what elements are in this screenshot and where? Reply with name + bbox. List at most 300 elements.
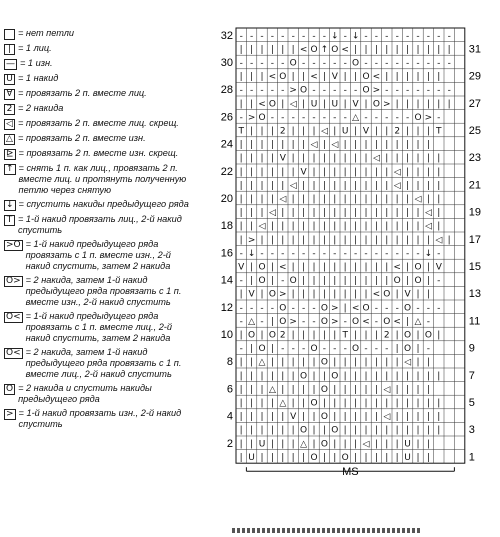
chart-cell-symbol: | [437,221,441,232]
chart-cell-symbol: | [291,208,295,219]
legend-text: = снять 1 п. как лиц., провязать 2 п. вместе лиц. и протянуть полученную петлю через снятую [18,163,187,195]
chart-cell-symbol: U [248,452,255,463]
chart-cell-symbol: - [301,248,306,259]
chart-cell-symbol: ↓ [247,248,256,259]
chart-cell-symbol: | [374,194,378,205]
chart-cell-symbol: V [279,153,286,164]
chart-cell-symbol: | [426,262,430,273]
chart-cell-symbol: | [250,221,254,232]
chart-cell-symbol: | [354,371,358,382]
chart-cell-symbol: - [395,248,399,259]
chart-cell-symbol: O [310,44,318,55]
row-label-right: 13 [468,288,482,301]
chart-cell-symbol: 2 [279,330,286,341]
chart-cell-symbol: < [299,44,308,55]
chart-cell-symbol: | [354,140,358,151]
chart-cell-symbol: | [322,208,326,219]
chart-cell-symbol: | [260,412,264,423]
chart-cell-symbol: | [260,194,264,205]
chart-cell-symbol: | [312,235,316,246]
chart-cell-symbol: | [374,180,378,191]
chart-cell-symbol: | [374,452,378,463]
chart-cell-symbol: O [414,112,422,123]
chart-cell-symbol: | [406,99,410,110]
chart-cell-symbol: | [364,276,368,287]
chart-cell-symbol: | [260,425,264,436]
chart-cell-symbol: | [354,208,358,219]
chart-cell-symbol: < [310,72,318,83]
chart-cell-symbol: ◁ [424,221,432,232]
chart-cell-symbol: ◁ [331,140,339,151]
chart-cell-symbol: - [437,112,441,123]
legend-item [4,311,194,344]
chart-cell-symbol: - [270,58,275,69]
chart-cell-symbol: - [343,316,347,327]
chart-cell-symbol: | [270,44,274,55]
legend-text: = спустить накиды предыдущего ряда [18,199,189,209]
chart-cell-symbol: - [426,31,431,42]
row-label-right: 11 [468,315,481,328]
chart-cell-symbol: | [270,425,274,436]
chart-cell-symbol: | [291,221,295,232]
chart-cell-symbol: | [406,221,410,232]
chart-cell-symbol: | [302,235,306,246]
chart-cell-symbol: | [364,99,368,110]
chart-cell-symbol: O [341,452,349,463]
chart-cell-symbol: | [302,398,306,409]
chart-cell-symbol: - [405,31,410,42]
chart-cell-symbol: | [374,262,378,273]
chart-cell-symbol: | [385,357,389,368]
chart-cell-symbol: | [426,371,430,382]
chart-cell-symbol: | [406,194,410,205]
chart-cell-symbol: < [258,99,266,110]
chart-cell-symbol: | [374,235,378,246]
chart-cell-symbol: | [239,72,243,83]
legend-symbol: U [4,74,15,85]
chart-cell-symbol: - [426,58,431,69]
row-label-left: 8 [226,356,233,369]
chart-cell-symbol: - [416,31,420,42]
chart-cell-symbol: | [322,425,326,436]
chart-cell-symbol: 2 [383,330,390,341]
chart-cell-symbol: | [385,439,389,450]
chart-cell-symbol: - [364,31,368,42]
chart-cell-symbol: | [281,371,285,382]
chart-cell-symbol: △ [300,439,308,450]
chart-cell-symbol: V [331,72,338,83]
row-label-left: 2 [226,437,233,450]
chart-cell-symbol: | [281,384,285,395]
chart-cell-symbol: - [281,31,285,42]
chart-cell-symbol: | [270,194,274,205]
chart-cell-symbol: | [281,221,285,232]
chart-cell-symbol: ↑ [320,44,329,55]
chart-cell-symbol: - [312,316,316,327]
chart-cell-symbol: | [395,194,399,205]
chart-cell-symbol: | [354,330,358,341]
chart-cell-symbol: - [270,248,275,259]
legend-symbol: — [6,59,15,69]
chart-cell-symbol: | [426,398,430,409]
chart-cell-symbol: | [239,384,243,395]
chart-cell-symbol: O [362,303,370,314]
chart-cell-symbol: | [312,357,316,368]
chart-cell-symbol: | [395,140,399,151]
legend-text: = 1-й накид провязать изн., 2-й накид спустить [18,408,182,429]
row-label-left: 28 [220,84,233,97]
chart-cell-symbol: - [260,58,264,69]
chart-cell-symbol: | [239,99,243,110]
row-label-left: 12 [220,301,233,314]
chart-cell-symbol: | [395,99,399,110]
chart-cell-symbol: - [301,112,306,123]
chart-cell-symbol: | [302,72,306,83]
row-label-right: 25 [468,125,482,137]
chart-cell-symbol: O [300,371,308,382]
chart-cell-symbol: | [322,262,326,273]
chart-cell-symbol: △ [258,357,266,368]
chart-cell-symbol: | [374,140,378,151]
chart-cell-symbol: | [312,371,316,382]
chart-cell-symbol: ◁ [289,99,297,110]
chart-cell-symbol: O [258,112,266,123]
chart-cell-symbol: | [426,384,430,395]
chart-cell-symbol: | [406,384,410,395]
chart-cell-symbol: | [343,357,347,368]
legend-text: = 1 лиц. [18,43,52,53]
chart-cell-symbol: - [437,58,441,69]
chart-cell-symbol: | [406,316,410,327]
chart-cell-symbol: - [364,248,368,259]
chart-cell-symbol: | [364,180,368,191]
legend-text: = провязать 2 п. вместе изн. [18,133,146,143]
chart-cell-symbol: | [260,208,264,219]
legend-item [4,133,194,145]
chart-cell-symbol: V [248,289,255,300]
legend-symbol: ↓ [6,200,14,210]
chart-cell-symbol: | [416,398,420,409]
chart-cell-symbol: | [354,167,358,178]
legend-text: = провязать 2 п. вместе изн. скрещ. [18,148,179,158]
chart-cell-symbol: | [426,425,430,436]
row-label-left: 22 [220,165,233,178]
legend-text: = 2 накида, затем 1-й накид предыдущего ряда провязать с 1 п. вместе лиц., 2-й накид спустить [25,347,182,379]
row-label-right: 31 [468,43,482,56]
chart-cell-symbol: - [281,85,285,96]
chart-cell-symbol: | [354,398,358,409]
footer-decoration [232,528,422,533]
chart-cell-symbol: < [372,72,381,83]
chart-cell-symbol: ↓ [424,248,433,259]
chart-cell-symbol: - [333,248,337,259]
chart-cell-symbol: | [270,167,274,178]
chart-cell-symbol: | [291,439,295,450]
chart-cell-symbol: - [437,31,441,42]
chart-cell-symbol: △ [268,384,276,395]
chart-cell-symbol: | [437,153,441,164]
legend-item [4,88,194,100]
chart-cell-symbol: | [406,425,410,436]
chart-cell-symbol: | [447,235,451,246]
chart-cell-symbol: | [312,208,316,219]
chart-cell-symbol: | [333,194,337,205]
chart-cell-symbol: | [354,235,358,246]
chart-cell-symbol: - [239,344,243,355]
chart-cell-symbol: | [250,276,254,287]
chart-cell-symbol: | [302,330,306,341]
chart-cell-symbol: - [322,85,327,96]
chart-cell-symbol: | [333,126,337,137]
chart-cell-symbol: - [343,344,347,355]
chart-cell-symbol: | [260,289,264,300]
chart-cell-symbol: ◁ [279,194,287,205]
chart-cell-symbol: - [343,85,347,96]
chart-cell-symbol: | [374,384,378,395]
chart-cell-symbol: - [239,248,243,259]
legend-symbol: O< [6,312,21,322]
chart-cell-symbol: - [301,58,306,69]
chart-cell-symbol: | [343,439,347,450]
chart-cell-symbol: - [437,303,441,314]
row-label-right: 29 [468,70,482,83]
chart-cell-symbol: | [343,99,347,110]
legend-item [4,163,194,196]
chart-cell-symbol: ◁ [435,235,443,246]
chart-cell-symbol: | [416,439,420,450]
chart-cell-symbol: > [424,112,433,123]
chart-cell-symbol: | [333,289,337,300]
chart-cell-symbol: | [374,276,378,287]
chart-cell-symbol: - [291,112,295,123]
chart-cell-symbol: | [270,276,274,287]
chart-cell-symbol: - [374,31,379,42]
chart-cell-symbol: - [312,85,316,96]
legend-item [4,214,194,236]
chart-cell-symbol: | [250,140,254,151]
chart-cell-symbol: - [374,58,379,69]
chart-cell-symbol: - [322,58,327,69]
chart-cell-symbol: | [416,330,420,341]
chart-cell-symbol: - [343,58,347,69]
chart-cell-symbol: | [250,412,254,423]
legend-item [4,408,194,430]
chart-cell-symbol: | [426,276,430,287]
chart-cell-symbol: - [395,112,399,123]
chart-cell-symbol: - [239,316,243,327]
chart-cell-symbol: | [364,208,368,219]
chart-cell-symbol: | [416,72,420,83]
chart-cell-symbol: | [385,44,389,55]
chart-cell-symbol: | [374,439,378,450]
chart-cell-symbol: | [260,44,264,55]
chart-cell-symbol: | [322,180,326,191]
chart-cell-symbol: | [343,384,347,395]
chart-cell-symbol: O [310,344,318,355]
row-label-left: 32 [220,29,233,42]
chart-cell-symbol: | [260,72,264,83]
chart-cell-symbol: | [354,44,358,55]
chart-cell-symbol: | [364,357,368,368]
chart-cell-symbol: T [342,330,348,341]
chart-cell-symbol: < [268,72,277,83]
chart-cell-symbol: O [320,412,328,423]
chart-cell-symbol: - [260,316,264,327]
chart-cell-symbol: | [281,412,285,423]
chart-cell-symbol: | [302,276,306,287]
chart-cell-symbol: | [416,180,420,191]
chart-cell-symbol: | [416,126,420,137]
chart-cell-symbol: - [281,248,285,259]
chart-cell-symbol: | [354,452,358,463]
chart-cell-symbol: - [374,316,379,327]
chart-cell-symbol: - [426,344,431,355]
chart-cell-symbol: | [343,289,347,300]
chart-cell-symbol: - [239,276,243,287]
chart-cell-symbol: | [312,276,316,287]
chart-cell-symbol: | [260,235,264,246]
chart-cell-symbol: - [322,344,327,355]
chart-cell-symbol: | [291,330,295,341]
chart-cell-symbol: | [239,357,243,368]
chart-cell-symbol: | [364,235,368,246]
chart-cell-symbol: | [260,371,264,382]
chart-cell-symbol: - [395,58,399,69]
chart-cell-symbol: | [343,371,347,382]
chart-cell-symbol: | [406,371,410,382]
chart-cell-symbol: U [404,452,411,463]
chart-cell-symbol: | [322,371,326,382]
chart-cell-symbol: | [302,221,306,232]
chart-cell-symbol: | [270,153,274,164]
chart-cell-symbol: O [289,276,297,287]
chart-cell-symbol: | [395,44,399,55]
legend-text: = 1 изн. [20,58,53,68]
chart-cell-symbol: | [250,180,254,191]
chart-cell-symbol: ◁ [372,153,380,164]
legend-symbol: ◁ [4,119,15,130]
chart-cell-symbol: < [341,44,349,55]
chart-cell-symbol: O [404,303,412,314]
chart-cell-symbol: | [270,452,274,463]
chart-cell-symbol: | [406,126,410,137]
chart-cell-symbol: | [395,289,399,300]
chart-cell-symbol: | [239,371,243,382]
chart-cell-symbol: | [416,221,420,232]
legend-item [4,383,194,405]
chart-cell-symbol: | [416,167,420,178]
row-label-left: 10 [220,329,233,341]
legend-item [4,347,194,380]
chart-cell-symbol: | [416,153,420,164]
chart-cell-symbol: △ [279,398,287,409]
chart-cell-symbol: | [250,44,254,55]
chart-cell-symbol: - [437,248,441,259]
chart-cell-symbol: | [333,262,337,273]
chart-cell-symbol: | [343,412,347,423]
chart-cell-symbol: | [312,289,316,300]
chart-cell-symbol: O [362,72,370,83]
chart-cell-symbol: | [322,221,326,232]
chart-cell-symbol: | [239,194,243,205]
chart-cell-symbol: O [258,344,266,355]
chart-cell-symbol: | [385,452,389,463]
chart-cell-symbol: | [260,140,264,151]
chart-cell-symbol: ◁ [289,180,297,191]
chart-cell-symbol: | [239,167,243,178]
legend-item [4,58,194,70]
chart-cell-symbol: - [364,58,368,69]
chart-cell-symbol: | [302,384,306,395]
chart-cell-symbol: | [395,398,399,409]
chart-cell-symbol: - [260,85,264,96]
chart-cell-symbol: | [354,262,358,273]
chart-cell-symbol: - [385,85,389,96]
chart-cell-symbol: | [250,99,254,110]
row-label-left: 14 [220,274,233,287]
chart-cell-symbol: | [343,221,347,232]
chart-cell-symbol: - [322,112,327,123]
chart-cell-symbol: < [362,316,370,327]
chart-cell-symbol: | [291,153,295,164]
legend-symbol: | [4,44,15,55]
chart-cell-symbol: V [300,167,307,178]
chart-cell-symbol: - [343,31,347,42]
chart-cell-symbol: | [395,235,399,246]
chart-cell-symbol: - [260,248,264,259]
chart-cell-symbol: | [385,72,389,83]
chart-cell-symbol: | [260,384,264,395]
chart-cell-symbol: | [270,235,274,246]
chart-cell-symbol: | [250,425,254,436]
chart-cell-symbol: | [343,303,347,314]
chart-cell-symbol: | [322,153,326,164]
chart-cell-symbol: - [312,31,316,42]
chart-cell-symbol: ◁ [393,167,401,178]
legend-text: = 2 накида, затем 1-й накид предыдущего ряда провязать с 1 п. вместе изн., 2-й накид спустить [25,275,182,307]
chart-cell-symbol: - [239,31,243,42]
chart-cell-symbol: | [364,398,368,409]
chart-cell-symbol: | [312,384,316,395]
row-label-left: 16 [220,247,233,260]
chart-cell-symbol: | [426,126,430,137]
chart-cell-symbol: O [383,289,391,300]
chart-cell-symbol: - [291,344,295,355]
chart-cell-symbol: | [281,167,285,178]
legend-item [4,103,194,115]
chart-cell-symbol: | [364,44,368,55]
chart-cell-symbol: > [331,316,339,327]
chart-cell-symbol: - [322,248,327,259]
repeat-label: MS [342,466,359,479]
chart-cell-symbol: V [404,289,411,300]
row-label-left: 6 [226,383,233,396]
chart-cell-symbol: | [437,412,441,423]
chart-cell-symbol: | [416,44,420,55]
chart-cell-symbol: | [343,72,347,83]
chart-cell-symbol: | [354,439,358,450]
legend-item [4,275,194,308]
chart-cell-symbol: O [310,398,318,409]
chart-cell-symbol: - [270,31,275,42]
chart-cell-symbol: | [354,289,358,300]
chart-cell-symbol: | [395,452,399,463]
chart-cell-symbol: - [416,248,420,259]
chart-cell-symbol: | [395,357,399,368]
row-label-right: 21 [468,179,482,192]
chart-cell-symbol: - [385,303,389,314]
chart-cell-symbol: - [405,112,410,123]
